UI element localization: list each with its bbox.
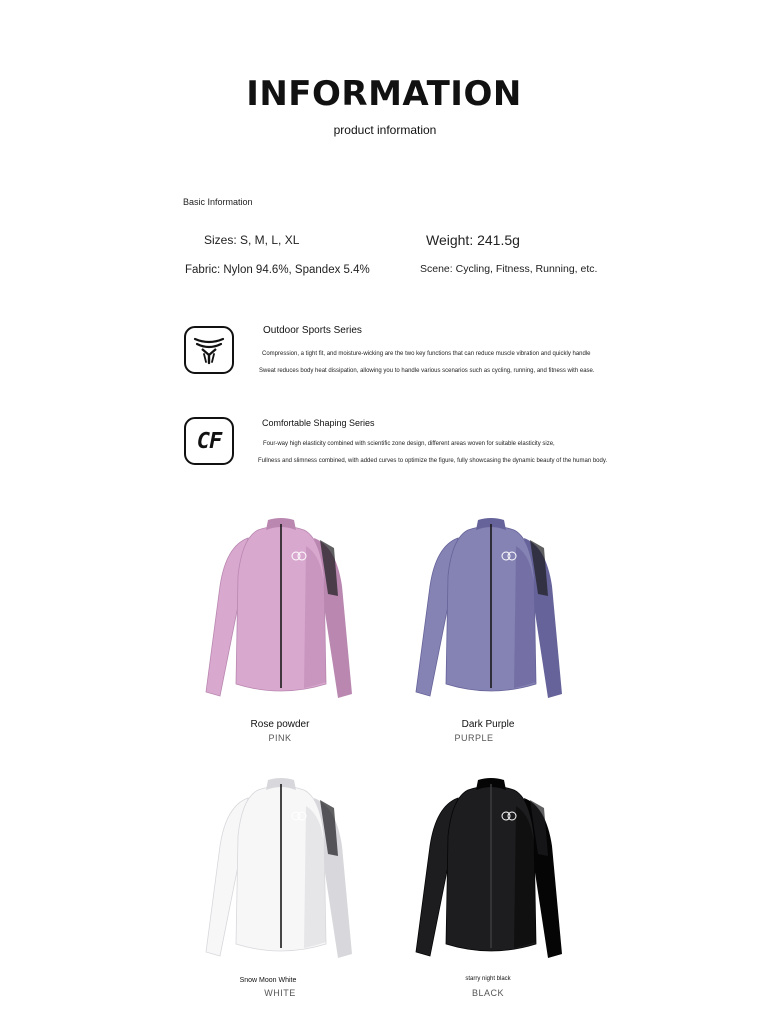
product-name-black: starry night black <box>465 976 511 982</box>
product-name-white: Snow Moon White <box>239 977 297 984</box>
product-image-white <box>196 776 366 976</box>
comfort-series-desc-line2: Fullness and slimness combined, with added curves to optimize the figure, fully showcasing the dynamic beauty of the human body. <box>258 458 608 464</box>
comfort-series-title: Comfortable Shaping Series <box>262 418 375 428</box>
product-code-pink: PINK <box>268 733 292 743</box>
spec-weight: Weight: 241.5g <box>426 232 520 248</box>
product-image-pink <box>196 516 366 716</box>
outdoor-series-icon <box>184 326 234 374</box>
basic-information-label: Basic Information <box>183 197 253 207</box>
product-name-purple: Dark Purple <box>461 719 515 730</box>
comfort-series-desc-line1: Four-way high elasticity combined with scientific zone design, different areas woven for suitable elasticity size, <box>263 441 555 447</box>
spec-scene: Scene: Cycling, Fitness, Running, etc. <box>420 263 598 275</box>
product-code-white: WHITE <box>264 988 296 998</box>
outdoor-series-title: Outdoor Sports Series <box>263 325 362 336</box>
product-image-black <box>406 776 576 976</box>
outdoor-series-desc-line1: Compression, a tight fit, and moisture-wicking are the two key functions that can reduce muscle vibration and quickly handle <box>262 351 591 357</box>
product-code-purple: PURPLE <box>454 733 494 743</box>
product-image-purple <box>406 516 576 716</box>
outdoor-series-desc-line2: Sweat reduces body heat dissipation, allowing you to handle various scenarios such as cycling, running, and fitness with ease. <box>259 368 595 374</box>
product-code-black: BLACK <box>471 988 504 998</box>
cf-icon-text: CF <box>196 428 222 454</box>
cf-icon <box>184 417 234 465</box>
page-subtitle: product information <box>333 123 437 137</box>
spec-fabric: Fabric: Nylon 94.6%, Spandex 5.4% <box>185 264 370 276</box>
spec-sizes: Sizes: S, M, L, XL <box>204 233 300 247</box>
product-name-pink: Rose powder <box>250 719 310 730</box>
page-title: INFORMATION <box>246 74 522 114</box>
